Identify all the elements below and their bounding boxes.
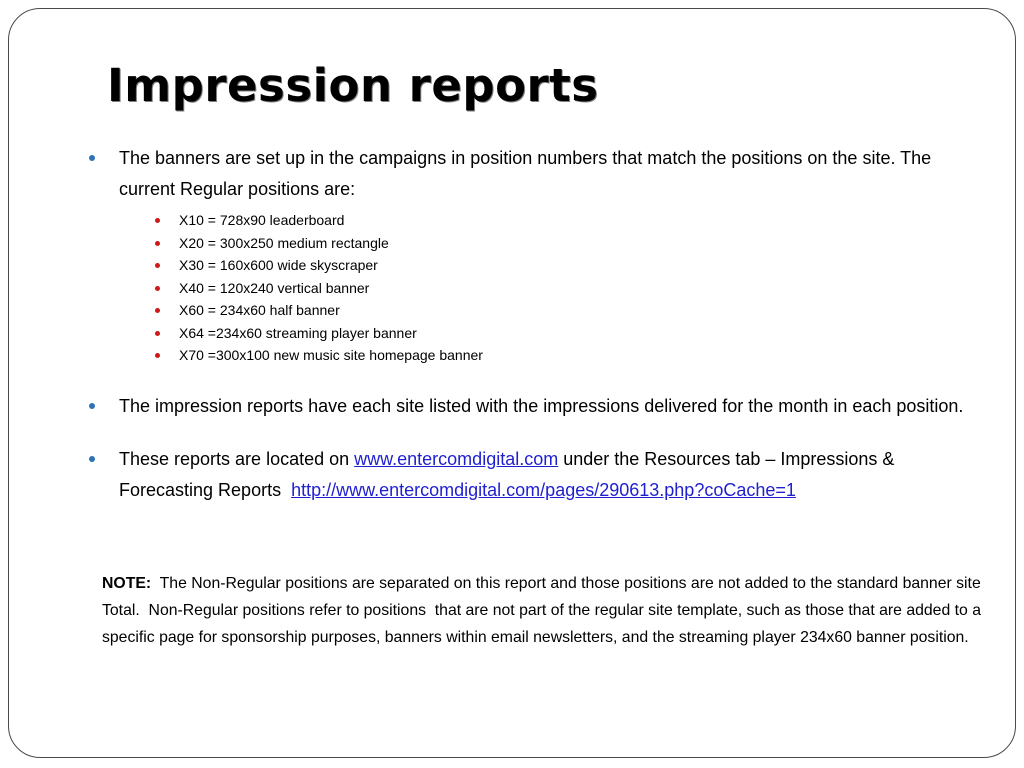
note-text: The Non-Regular positions are separated on this report and those positions are not added to the standard banner site Total. Non-Regular positions refer to positions that are not part of the regular site template, such as those that are added to a specific page for sponsorship purposes, banners within email newsletters, and the streaming player 234x60 banner position. <box>102 575 986 646</box>
bullet-dot-icon <box>89 403 95 409</box>
note-paragraph <box>102 570 986 651</box>
sub-bullet-dot-icon <box>155 331 160 336</box>
reports-page-link[interactable]: http://www.entercomdigital.com/pages/290613.php?coCache=1 <box>291 479 796 500</box>
sub-bullet-dot-icon <box>155 218 160 223</box>
sub-bullet-dot-icon <box>155 286 160 291</box>
bullet-text: The banners are set up in the campaigns in position numbers that match the positions on the site. The current Regular positions are: <box>119 148 932 199</box>
bullet-dot-icon <box>89 456 95 462</box>
entercomdigital-link[interactable]: www.entercomdigital.com <box>354 448 559 469</box>
position-item: X10 = 728x90 leaderboard <box>179 209 967 232</box>
slide-title: Impression reports <box>107 59 599 112</box>
position-item: X60 = 234x60 half banner <box>179 299 967 322</box>
position-item: X40 = 120x240 vertical banner <box>179 277 967 300</box>
bullet-report-location <box>87 444 967 506</box>
bullet-list <box>87 143 967 506</box>
bullet-text-before: These reports are located on <box>119 448 355 469</box>
sub-bullet-dot-icon <box>155 353 160 358</box>
position-item: X30 = 160x600 wide skyscraper <box>179 254 967 277</box>
position-item: X64 =234x60 streaming player banner <box>179 322 967 345</box>
sub-bullet-dot-icon <box>155 308 160 313</box>
note-label: NOTE: <box>102 575 152 592</box>
slide-frame <box>8 8 1016 758</box>
bullet-text: The impression reports have each site listed with the impressions delivered for the month in each position. <box>119 395 964 416</box>
bullet-text-middle: under the Resources tab – Impressions & Forecasting Reports <box>119 448 900 500</box>
positions-list <box>87 209 967 367</box>
position-item: X20 = 300x250 medium rectangle <box>179 232 967 255</box>
bullet-impressions <box>87 391 967 422</box>
position-item: X70 =300x100 new music site homepage banner <box>179 344 967 367</box>
bullet-positions-intro <box>87 143 967 205</box>
bullet-dot-icon <box>89 155 95 161</box>
sub-bullet-dot-icon <box>155 241 160 246</box>
sub-bullet-dot-icon <box>155 263 160 268</box>
